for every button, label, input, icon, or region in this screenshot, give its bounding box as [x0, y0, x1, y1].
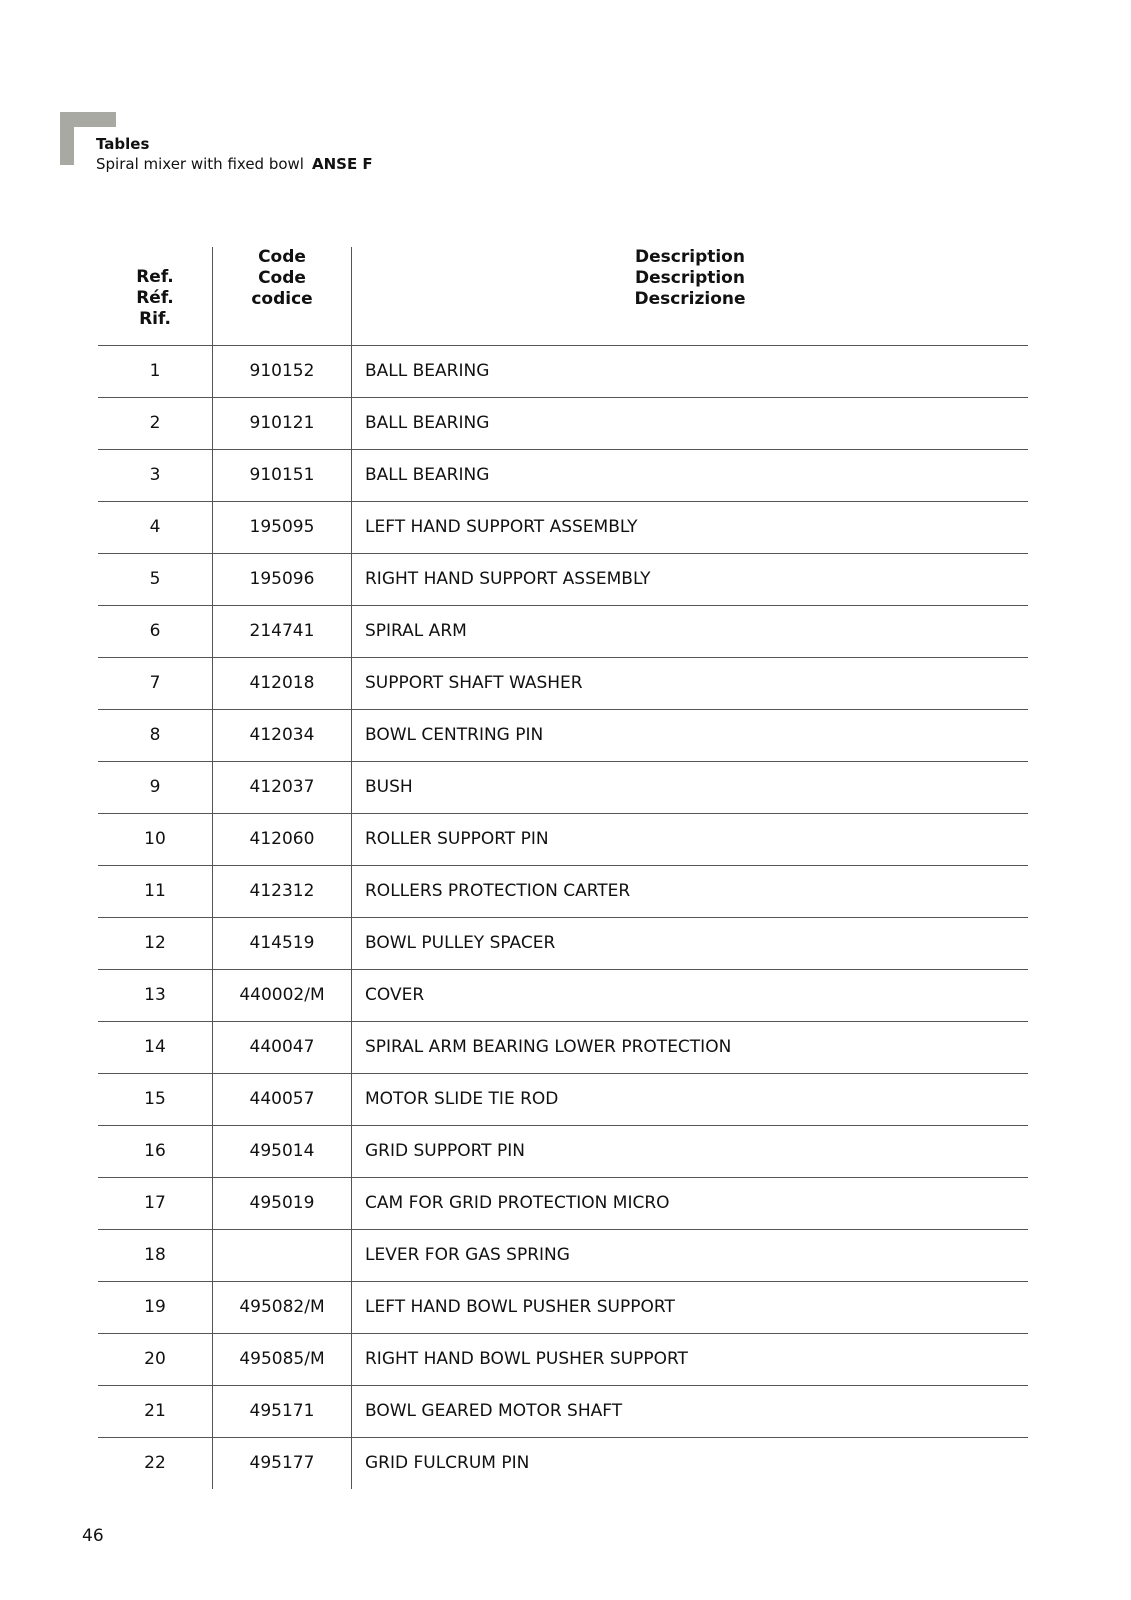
cell-description: BALL BEARING [365, 413, 490, 433]
cell-ref: 20 [98, 1333, 213, 1385]
table-row [98, 501, 1028, 553]
table-row [98, 605, 1028, 657]
cell-ref: 15 [98, 1073, 213, 1125]
cell-code: 412037 [213, 761, 352, 813]
table-row [98, 657, 1028, 709]
cell-ref: 2 [98, 397, 213, 449]
section-title: Tables [96, 135, 150, 153]
table-row [98, 345, 1028, 397]
header-description-it: Descrizione [634, 289, 746, 309]
cell-code: 414519 [213, 917, 352, 969]
parts-table [98, 247, 1028, 1489]
header-row [98, 247, 1028, 345]
table-row [98, 813, 1028, 865]
cell-ref: 13 [98, 969, 213, 1021]
cell-description: RIGHT HAND BOWL PUSHER SUPPORT [365, 1349, 688, 1369]
cell-description: BOWL PULLEY SPACER [365, 933, 556, 953]
cell-description: SPIRAL ARM [365, 621, 467, 641]
cell-ref: 17 [98, 1177, 213, 1229]
table-row [98, 1281, 1028, 1333]
cell-description: ROLLER SUPPORT PIN [365, 829, 549, 849]
table-row [98, 1385, 1028, 1437]
cell-description: BOWL CENTRING PIN [365, 725, 544, 745]
cell-ref: 6 [98, 605, 213, 657]
header-ref-fr: Réf. [136, 288, 174, 309]
header-description-fr: Description [635, 268, 745, 288]
table-row [98, 1229, 1028, 1281]
header-ref-it: Rif. [139, 309, 171, 330]
cell-code: 412034 [213, 709, 352, 761]
cell-code: 495177 [213, 1437, 352, 1489]
cell-ref: 9 [98, 761, 213, 813]
header-code-it: codice [251, 289, 313, 309]
table-row [98, 1437, 1028, 1489]
table-row [98, 449, 1028, 501]
cell-code: 412060 [213, 813, 352, 865]
header-ref-en: Ref. [136, 267, 174, 288]
column-header-code [213, 247, 352, 345]
table-row [98, 1177, 1028, 1229]
cell-code: 440002/M [213, 969, 352, 1021]
cell-description: BUSH [365, 777, 413, 797]
cell-code: 910121 [213, 397, 352, 449]
table-row [98, 1021, 1028, 1073]
cell-code: 495171 [213, 1385, 352, 1437]
section-subtitle: Spiral mixer with fixed bowl [96, 155, 304, 173]
cell-code: 495019 [213, 1177, 352, 1229]
cell-description: LEFT HAND BOWL PUSHER SUPPORT [365, 1297, 675, 1317]
parts-table-header [98, 247, 1028, 345]
cell-description: BALL BEARING [365, 361, 490, 381]
cell-ref: 12 [98, 917, 213, 969]
cell-ref: 10 [98, 813, 213, 865]
cell-code: 910151 [213, 449, 352, 501]
column-header-description [352, 247, 1029, 345]
model-name: ANSE F [311, 155, 373, 173]
table-row [98, 1073, 1028, 1125]
cell-code: 440057 [213, 1073, 352, 1125]
table-row [98, 709, 1028, 761]
cell-description: BOWL GEARED MOTOR SHAFT [365, 1401, 623, 1421]
cell-description: MOTOR SLIDE TIE ROD [365, 1089, 559, 1109]
header-code-en: Code [258, 247, 306, 267]
header-description-en: Description [635, 247, 745, 267]
cell-description: COVER [365, 985, 425, 1005]
cell-code: 910152 [213, 345, 352, 397]
table-row [98, 1125, 1028, 1177]
cell-code: 412018 [213, 657, 352, 709]
cell-ref: 4 [98, 501, 213, 553]
cell-code [213, 1229, 352, 1281]
cell-ref: 8 [98, 709, 213, 761]
cell-code: 495085/M [213, 1333, 352, 1385]
cell-code: 195096 [213, 553, 352, 605]
table-row [98, 553, 1028, 605]
table-row [98, 761, 1028, 813]
table-row [98, 917, 1028, 969]
cell-description: GRID SUPPORT PIN [365, 1141, 525, 1161]
cell-ref: 1 [98, 345, 213, 397]
cell-description: SPIRAL ARM BEARING LOWER PROTECTION [365, 1037, 732, 1057]
cell-ref: 3 [98, 449, 213, 501]
corner-mark-vertical [60, 112, 74, 165]
cell-code: 195095 [213, 501, 352, 553]
cell-description: BALL BEARING [365, 465, 490, 485]
cell-ref: 21 [98, 1385, 213, 1437]
column-header-ref [98, 247, 213, 345]
table-row [98, 865, 1028, 917]
cell-ref: 5 [98, 553, 213, 605]
cell-ref: 19 [98, 1281, 213, 1333]
section-subtitle-line [96, 154, 373, 174]
cell-code: 495014 [213, 1125, 352, 1177]
cell-code: 440047 [213, 1021, 352, 1073]
cell-code: 412312 [213, 865, 352, 917]
cell-code: 495082/M [213, 1281, 352, 1333]
page-number: 46 [82, 1526, 104, 1546]
cell-ref: 14 [98, 1021, 213, 1073]
cell-description: LEFT HAND SUPPORT ASSEMBLY [365, 517, 638, 537]
header-code-fr: Code [258, 268, 306, 288]
page-header [96, 134, 373, 174]
cell-description: LEVER FOR GAS SPRING [365, 1245, 570, 1265]
cell-ref: 7 [98, 657, 213, 709]
table-row [98, 1333, 1028, 1385]
cell-ref: 18 [98, 1229, 213, 1281]
parts-table-body [98, 345, 1028, 1489]
cell-ref: 16 [98, 1125, 213, 1177]
cell-description: ROLLERS PROTECTION CARTER [365, 881, 631, 901]
cell-description: CAM FOR GRID PROTECTION MICRO [365, 1193, 670, 1213]
cell-ref: 11 [98, 865, 213, 917]
table-row [98, 397, 1028, 449]
table-row [98, 969, 1028, 1021]
cell-ref: 22 [98, 1437, 213, 1489]
cell-description: GRID FULCRUM PIN [365, 1453, 530, 1473]
cell-code: 214741 [213, 605, 352, 657]
cell-description: RIGHT HAND SUPPORT ASSEMBLY [365, 569, 651, 589]
cell-description: SUPPORT SHAFT WASHER [365, 673, 583, 693]
